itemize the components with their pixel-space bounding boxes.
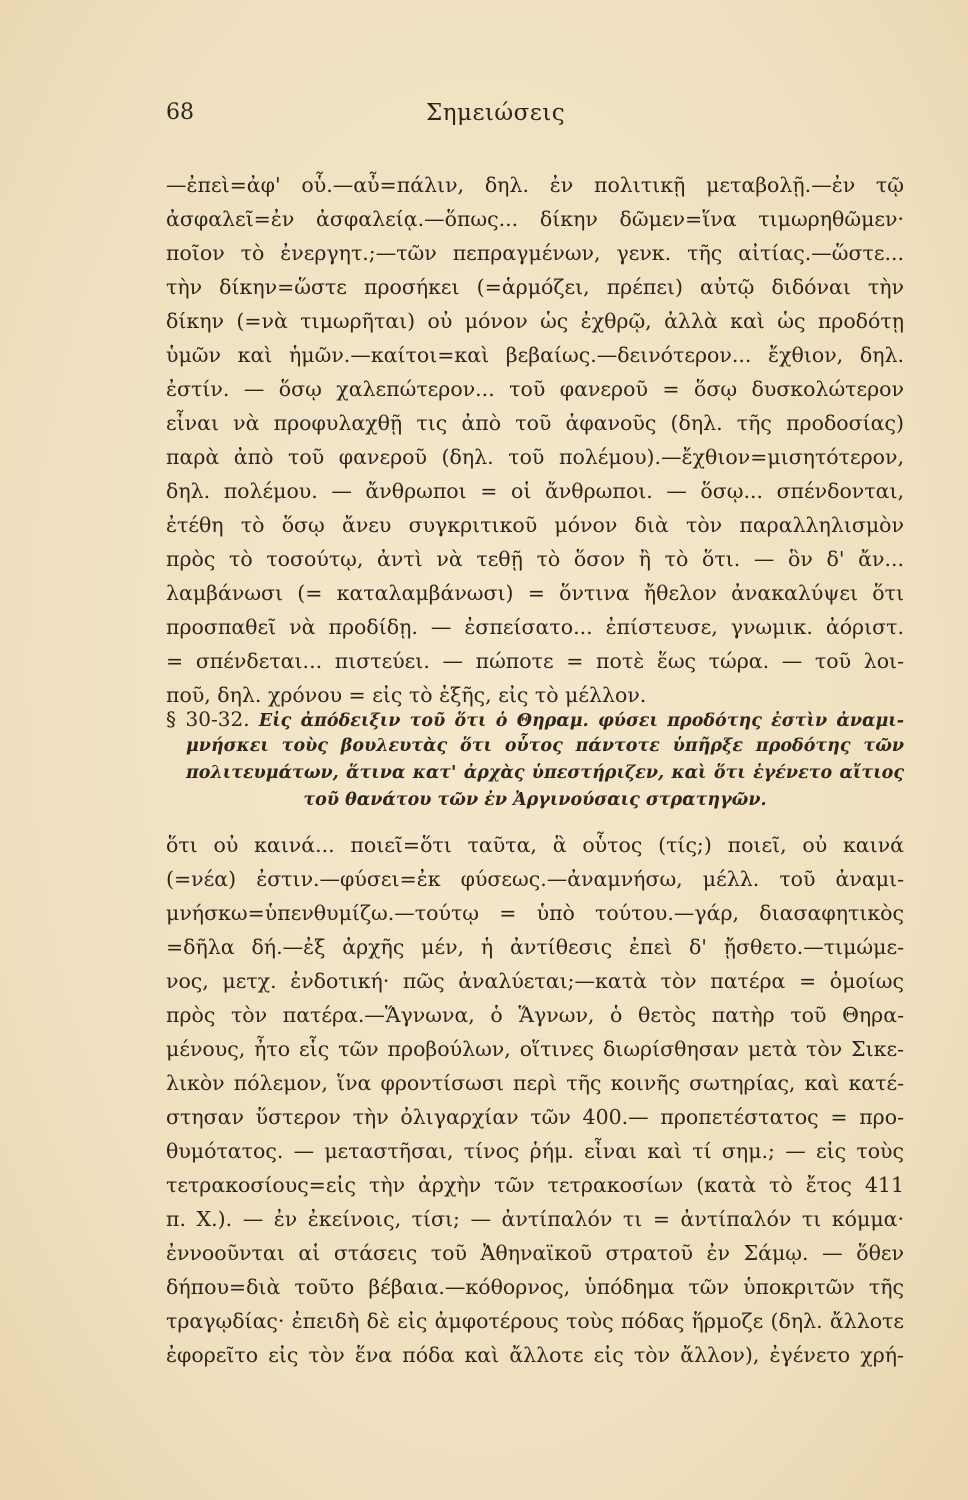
text-line: θυμότατος. — μεταστῆσαι, τίνος ῥήμ. εἶναι καὶ τί σημ.; — εἰς τοὺς (166, 1139, 904, 1163)
section-number: § 30-32. (166, 707, 250, 731)
text-line: ἐννοοῦνται αἱ στάσεις τοῦ Ἀθηναϊκοῦ στρατοῦ ἐν Σάμῳ. — ὅθεν (166, 1241, 904, 1265)
text-line: ποῦ, δηλ. χρόνου = εἰς τὸ ἑξῆς, εἰς τὸ μέλλον. (166, 683, 647, 707)
text-line: ἀσφαλεῖ=ἐν ἀσφαλείᾳ.—ὅπως... δίκην δῶμεν=ἵνα τιμωρηθῶμεν· (166, 207, 904, 231)
text-line: δίκην (=νὰ τιμωρῆται) οὐ μόνον ὡς ἐχθρῷ, ἀλλὰ καὶ ὡς προδότῃ (166, 309, 904, 333)
page-number: 68 (166, 100, 194, 125)
text-line: λικὸν πόλεμον, ἵνα φροντίσωσι περὶ τῆς κοινῆς σωτηρίας, καὶ κατέ- (166, 1071, 904, 1095)
text-line: ἐστίν. — ὅσῳ χαλεπώτερον... τοῦ φανεροῦ = ὅσῳ δυσκολώτερον (166, 377, 904, 401)
text-line: τραγῳδίας· ἐπειδὴ δὲ εἰς ἀμφοτέρους τοὺς πόδας ἥρμοζε (δηλ. ἄλλοτε (166, 1309, 904, 1333)
text-line: πρὸς τὸ τοσούτῳ, ἀντὶ νὰ τεθῇ τὸ ὅσον ἢ τὸ ὅτι. — ὃν δ' ἄν... (166, 547, 904, 571)
section-heading-text: Εἰς ἀπόδειξιν τοῦ ὅτι ὁ Θηραμ. φύσει προδότης ἐστὶν ἀναμι- (258, 711, 904, 731)
text-line: (=νέα) ἐστιν.—φύσει=ἐκ φύσεως.—ἀναμνήσω, μέλλ. τοῦ ἀναμι- (166, 867, 904, 891)
text-line: δήπου=διὰ τοῦτο βέβαια.—κόθορνος, ὑπόδημα τῶν ὑποκριτῶν τῆς (166, 1275, 904, 1299)
text-line: νος, μετχ. ἐνδοτική· πῶς ἀναλύεται;—κατὰ τὸν πατέρα = ὁμοίως (166, 969, 904, 993)
text-line: = σπένδεται... πιστεύει. — πώποτε = ποτὲ ἕως τώρα. — τοῦ λοι- (166, 649, 904, 673)
text-line: ὑμῶν καὶ ἡμῶν.—καίτοι=καὶ βεβαίως.—δεινότερον... ἔχθιον, δηλ. (166, 343, 904, 367)
text-line: στησαν ὕστερον τὴν ὀλιγαρχίαν τῶν 400.— προπετέστατος = προ- (166, 1105, 904, 1129)
commentary-paragraph-1 (166, 168, 904, 712)
text-line: τετρακοσίους=εἰς τὴν ἀρχὴν τῶν τετρακοσίων (κατὰ τὸ ἔτος 411 (166, 1173, 904, 1197)
commentary-paragraph-2 (166, 828, 904, 1372)
text-line: μνήσκω=ὑπενθυμίζω.—τούτῳ = ὑπὸ τούτου.—γάρ, διασαφητικὸς (166, 901, 904, 925)
text-line: εἶναι νὰ προφυλαχθῇ τις ἀπὸ τοῦ ἀφανοῦς (δηλ. τῆς προδοσίας) (166, 411, 904, 435)
text-line: παρὰ ἀπὸ τοῦ φανεροῦ (δηλ. τοῦ πολέμου).—ἔχθιον=μισητότερον, (166, 445, 904, 469)
text-line: ἐφορεῖτο εἰς τὸν ἕνα πόδα καὶ ἄλλοτε εἰς τὸν ἄλλον), ἐγένετο χρή- (166, 1343, 904, 1367)
text-line: λαμβάνωσι (= καταλαμβάνωσι) = ὅντινα ἤθελον ἀνακαλύψει ὅτι (166, 581, 904, 605)
text-line: δηλ. πολέμου. — ἄνθρωποι = οἱ ἄνθρωποι. — ὅσῳ... σπένδονται, (166, 479, 904, 503)
running-head: Σημειώσεις (426, 100, 566, 126)
text-line: πρὸς τὸν πατέρα.—Ἅγνωνα, ὁ Ἅγνων, ὁ θετὸς πατὴρ τοῦ Θηρα- (166, 1003, 904, 1027)
text-line: π. Χ.). — ἐν ἐκείνοις, τίσι; — ἀντίπαλόν τι = ἀντίπαλόν τι κόμμα· (166, 1207, 904, 1231)
page-header (166, 100, 906, 136)
text-line: προσπαθεῖ νὰ προδίδῃ. — ἐσπείσατο... ἐπίστευσε, γνωμικ. ἀόριστ. (166, 615, 904, 639)
section-heading-line: τοῦ θανάτου τῶν ἐν Ἀργινούσαις στρατηγῶν. (303, 790, 767, 810)
text-line: μένους, ἦτο εἷς τῶν προβούλων, οἵτινες διωρίσθησαν μετὰ τὸν Σικε- (166, 1037, 904, 1061)
text-line: ποῖον τὸ ἐνεργητ.;—τῶν πεπραγμένων, γενκ. τῆς αἰτίας.—ὥστε... (166, 241, 904, 265)
text-line: τὴν δίκην=ὥστε προσήκει (=ἁρμόζει, πρέπει) αὐτῷ διδόναι τὴν (166, 275, 904, 299)
section-heading-line (166, 706, 904, 733)
text-line: ὅτι οὐ καινά... ποιεῖ=ὅτι ταῦτα, ἃ οὗτος (τίς;) ποιεῖ, οὐ καινά (166, 833, 904, 857)
section-heading-line: μνήσκει τοὺς βουλευτὰς ὅτι οὗτος πάντοτε ὑπῆρξε προδότης τῶν (186, 736, 904, 756)
text-line: —ἐπεὶ=ἀφ' οὗ.—αὖ=πάλιν, δηλ. ἐν πολιτικῇ μεταβολῇ.—ἐν τῷ (166, 173, 904, 197)
text-line: ἐτέθη τὸ ὅσῳ ἄνευ συγκριτικοῦ μόνον διὰ τὸν παραλληλισμὸν (166, 513, 904, 537)
section-heading-line: πολιτευμάτων, ἅτινα κατ' ἀρχὰς ὑπεστήριζεν, καὶ ὅτι ἐγένετο αἴτιος (186, 763, 904, 783)
section-heading (166, 706, 904, 814)
text-line: =δῆλα δή.—ἐξ ἀρχῆς μέν, ἡ ἀντίθεσις ἐπεὶ δ' ᾔσθετο.—τιμώμε- (166, 935, 904, 959)
